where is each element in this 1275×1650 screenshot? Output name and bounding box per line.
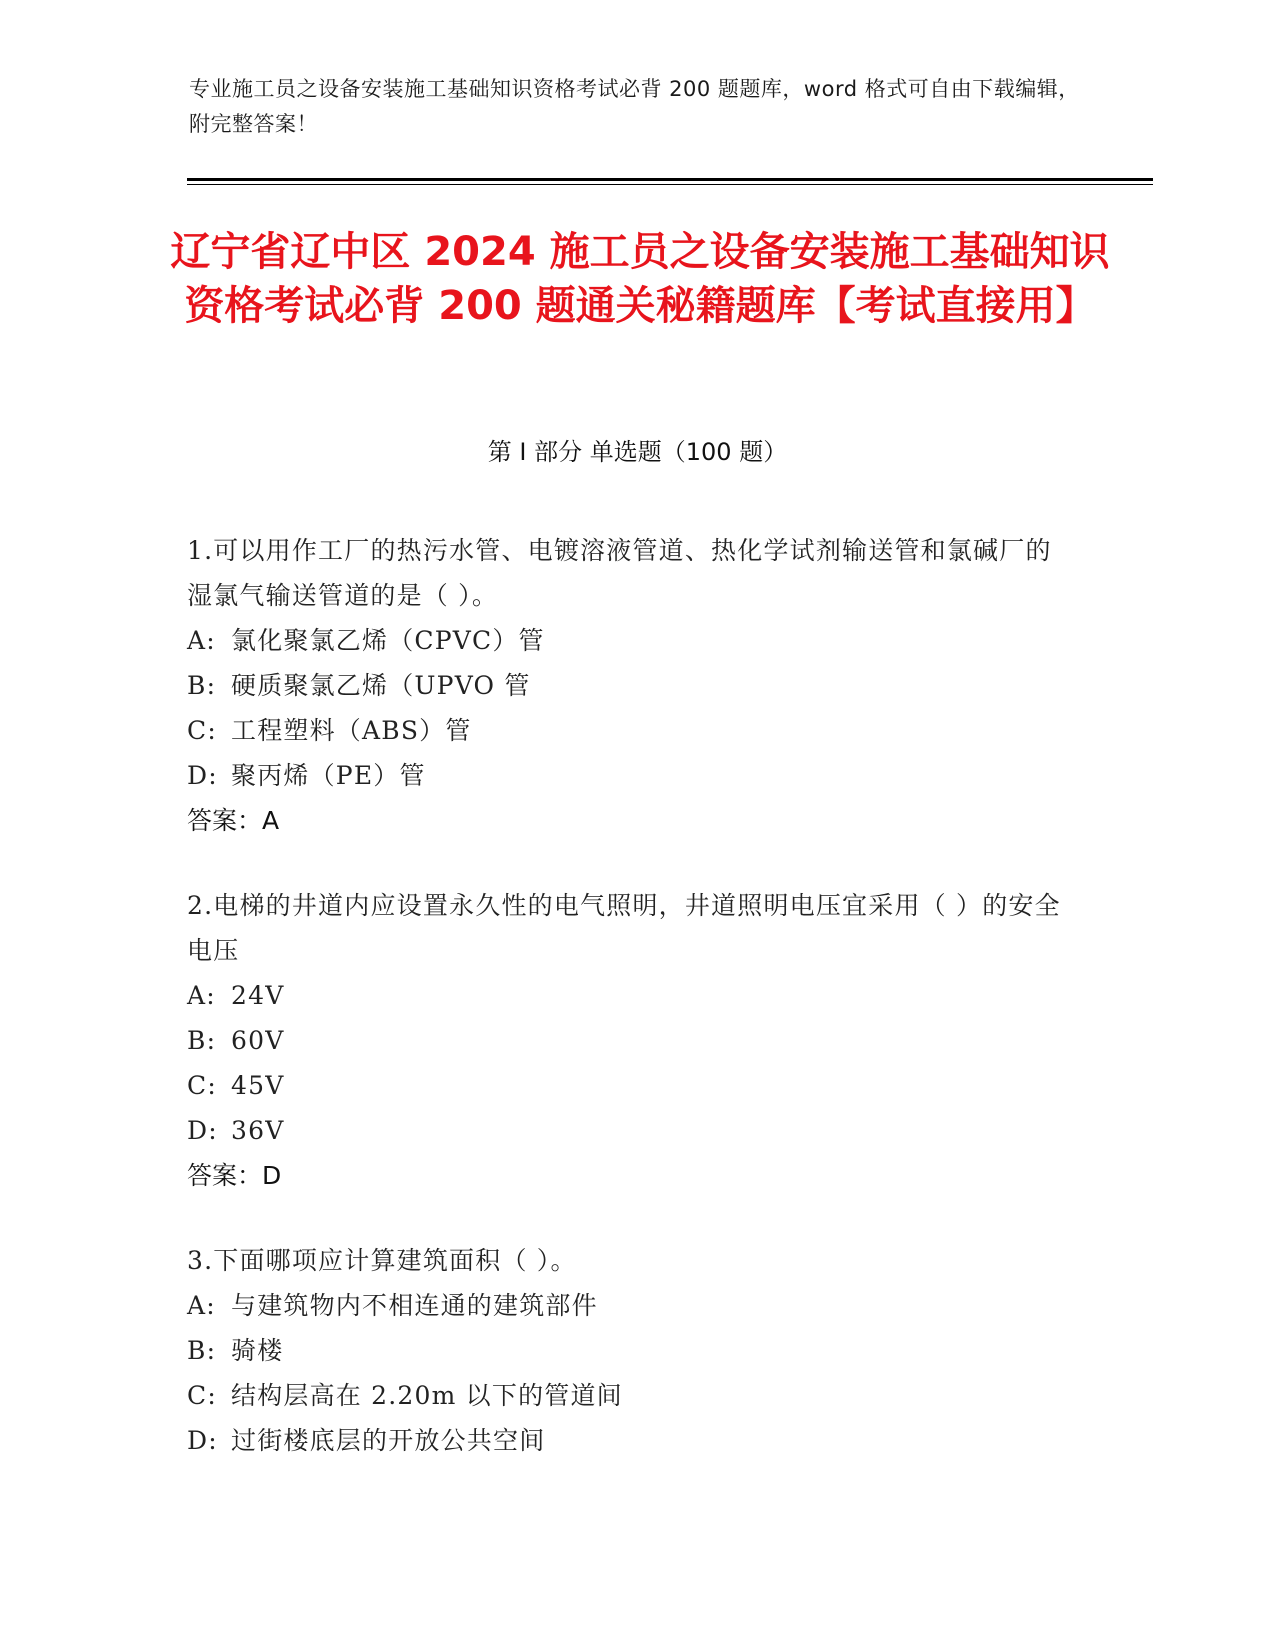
option-c — [187, 1373, 1067, 1418]
header-rule-thin — [187, 184, 1153, 185]
option-text: 24V — [231, 981, 285, 1010]
option-a — [187, 973, 1067, 1018]
answer-line: 答案：A — [187, 806, 280, 835]
option-text: 60V — [231, 1026, 285, 1055]
option-c — [187, 708, 1067, 753]
option-key: C: — [187, 716, 217, 745]
option-b — [187, 663, 1067, 708]
question-3 — [187, 1238, 1067, 1463]
option-d — [187, 1418, 1067, 1463]
option-text: 与建筑物内不相连通的建筑部件 — [231, 1291, 598, 1320]
option-key: D: — [187, 1426, 218, 1455]
header-note: 专业施工员之设备安装施工基础知识资格考试必背 200 题题库，word 格式可自由下载编辑，附完整答案！ — [189, 77, 1080, 136]
option-text: 硬质聚氯乙烯（UPVO 管 — [231, 671, 531, 700]
answer-line: 答案：D — [187, 1161, 282, 1190]
option-d — [187, 753, 1067, 798]
option-text: 45V — [231, 1071, 285, 1100]
option-key: A: — [187, 626, 216, 655]
option-key: C: — [187, 1381, 217, 1410]
question-text: 1.可以用作工厂的热污水管、电镀溶液管道、热化学试剂输送管和氯碱厂的湿氯气输送管道的是（ ）。 — [187, 536, 1052, 610]
option-key: B: — [187, 1336, 217, 1365]
option-key: B: — [187, 671, 217, 700]
option-text: 36V — [231, 1116, 285, 1145]
option-text: 过街楼底层的开放公共空间 — [231, 1426, 546, 1455]
option-key: B: — [187, 1026, 217, 1055]
option-key: A: — [187, 1291, 216, 1320]
option-text: 骑楼 — [231, 1336, 284, 1365]
option-key: D: — [187, 761, 218, 790]
option-key: D: — [187, 1116, 218, 1145]
question-list — [187, 528, 1067, 1503]
option-a — [187, 618, 1067, 663]
option-text: 聚丙烯（PE）管 — [231, 761, 426, 790]
section-heading: 第 I 部分 单选题（100 题） — [487, 438, 788, 466]
option-text: 氯化聚氯乙烯（CPVC）管 — [231, 626, 545, 655]
question-text: 2.电梯的井道内应设置永久性的电气照明，井道照明电压宜采用（ ）的安全电压 — [187, 891, 1061, 965]
option-text: 工程塑料（ABS）管 — [231, 716, 472, 745]
question-1 — [187, 528, 1067, 843]
option-b — [187, 1018, 1067, 1063]
option-d — [187, 1108, 1067, 1153]
option-c — [187, 1063, 1067, 1108]
header-rule-thick — [187, 178, 1153, 181]
option-text: 结构层高在 2.20m 以下的管道间 — [231, 1381, 623, 1410]
question-2 — [187, 883, 1067, 1198]
option-key: A: — [187, 981, 216, 1010]
option-key: C: — [187, 1071, 217, 1100]
option-b — [187, 1328, 1067, 1373]
document-title: 辽宁省辽中区 2024 施工员之设备安装施工基础知识资格考试必背 200 题通关秘籍题库【考试直接用】 — [170, 229, 1110, 329]
question-text: 3.下面哪项应计算建筑面积（ ）。 — [187, 1246, 577, 1275]
option-a — [187, 1283, 1067, 1328]
